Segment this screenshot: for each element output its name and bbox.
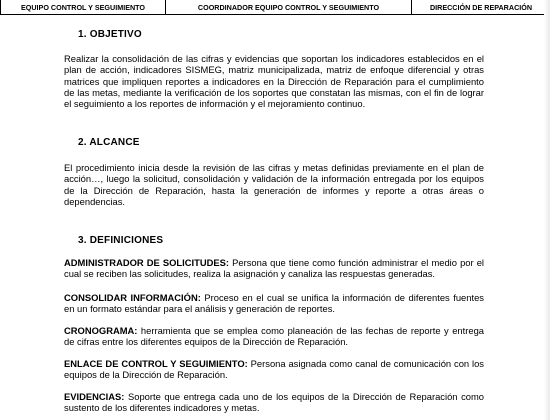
definition-term: EVIDENCIAS: [64,391,125,402]
definition-administrador-de-solicitudes [64,257,484,280]
header-cell-direction: DIRECCIÓN DE REPARACIÓN [412,0,550,15]
definition-text: Persona asignada como canal de comunicación con los equipos de la Dirección de Reparación. [64,358,484,381]
definition-text: Persona que tiene como función administrar el medio por el cual se reciben las solicitudes, realiza la asignación y canaliza las respuestas generadas. [64,257,484,280]
definition-term: CONSOLIDAR INFORMACIÓN: [64,292,201,303]
section-heading-definiciones: 3. DEFINICIONES [78,235,164,246]
paragraph-objetivo: Realizar la consolidación de las cifras y evidencias que soportan los indicadores establecidos en el plan de acción, indicadores SISMEG, matriz municipalizada, matriz de enfoque diferencial y otras matrices que impliquen reportes a indicadores en la Dirección de Reparación para el cumplimiento de las metas, mediante la verificación de los soportes que constatan las mismas, con el fin de lograr el seguimiento a los reportes de información y el mejoramiento continuo. [64,53,484,110]
definition-term: ENLACE DE CONTROL Y SEGUIMIENTO: [64,358,248,369]
definition-text: Soporte que entrega cada uno de los equipos de la Dirección de Reparación como sustento de los diferentes indicadores y metas. [64,391,484,414]
header-cell-coordinator: COORDINADOR EQUIPO CONTROL Y SEGUIMIENTO [166,0,412,15]
definition-text: herramienta que se emplea como planeación de las fechas de reporte y entrega de cifras entre los diferentes equipos de la Dirección de Reparación. [64,325,484,348]
definition-term: ADMINISTRADOR DE SOLICITUDES: [64,257,230,268]
paragraph-alcance: El procedimiento inicia desde la revisión de las cifras y metas definidas previamente en el plan de acción…, luego la solicitud, consolidación y validación de la información entregada por los equipos de la Dirección de Reparación, hasta la generación de informes y reporte a otras áreas o dependencias. [64,162,484,207]
header-cell-team: EQUIPO CONTROL Y SEGUIMIENTO [1,0,166,15]
section-heading-alcance: 2. ALCANCE [78,137,140,148]
definition-term: CRONOGRAMA: [64,325,138,336]
document-header-table [0,0,550,15]
header-row [1,0,550,15]
page-edge-shadow [544,0,550,420]
definition-text: Proceso en el cual se unifica la información de diferentes fuentes en un formato estándar para el análisis y generación de reportes. [64,292,484,315]
definition-enlace-de-control [64,358,484,381]
definition-consolidar-informacion [64,292,484,315]
definition-cronograma [64,325,484,348]
definition-evidencias [64,391,484,414]
section-heading-objetivo: 1. OBJETIVO [78,29,142,40]
